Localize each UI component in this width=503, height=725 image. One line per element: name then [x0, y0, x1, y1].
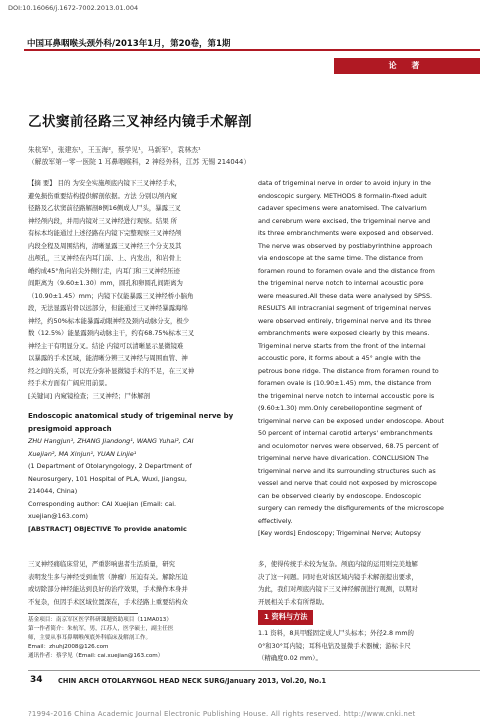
- page-number: 34: [30, 675, 43, 685]
- abstract-line: [Key words] Endoscopy; Trigeminal Nerve; Autopsy: [258, 529, 421, 537]
- journal-header: 中国耳鼻咽喉头颈外科/2013年1月，第20卷，第1期: [27, 39, 231, 49]
- section-1-text: [258, 627, 480, 665]
- abstract-line: trigeminal nerve and its surrounding structures such as: [258, 466, 436, 475]
- footnote-rule: [28, 613, 138, 614]
- english-abstract: [258, 177, 480, 540]
- footnote-line: 师，主要从事耳鼻咽喉颅底外科临床及解剖工作。: [28, 635, 152, 641]
- section-1-heading: 1 资料与方法: [258, 610, 313, 625]
- section-label: 论 著: [334, 58, 480, 74]
- body-line: 不复杂，但因手术区域位置深在，手术径路上重要结构众: [28, 597, 188, 606]
- english-title-line: presigmoid approach: [28, 424, 112, 433]
- english-affiliation-line: (1 Department of Otolaryngology, 2 Department of: [28, 462, 192, 470]
- english-authors-line: ZHU Hangjun¹, ZHANG Jiandong¹, WANG Yuhai², CAI: [28, 437, 194, 445]
- abstract-line: were measured.All these data were analysed by SPSS.: [258, 291, 433, 300]
- footnote-line: 第一作者简介：朱杭军，男，江苏人，医学硕士，副主任医: [28, 626, 174, 632]
- abstract-line: trigeminal nerve can be exposed under endoscope. About: [258, 416, 444, 425]
- corresponding-author-line: xuejian@163.com): [28, 512, 89, 520]
- english-affiliation-line: 214044, China): [28, 487, 78, 495]
- abstract-line: 神经主干有明显分叉。结论 内镜可以清晰显示显微镜难: [28, 341, 184, 350]
- corresponding-author-line: Corresponding author: CAI Xuejian (Email: cai.: [28, 499, 177, 508]
- intro-paragraph-cont: [258, 558, 480, 608]
- abstract-line: 避免损伤重要结构提供解剖依据。方法 分别以颅内窥: [28, 191, 178, 200]
- abstract-line: via endoscope at the same time. The distance from: [258, 254, 424, 262]
- abstract-line: 数（12.5%）能显露颈内动脉主干，约有68.75%标本三叉: [28, 329, 195, 337]
- abstract-line: vessel and nerve that could not exposed by microscope: [258, 479, 437, 487]
- body-line: 为此，我们对颅底内镜下三叉神经解剖进行观测，以期对: [258, 585, 418, 594]
- english-abstract-column: [258, 177, 480, 540]
- abstract-line: and cerebrum were excised, the trigeminal nerve and: [258, 216, 431, 225]
- abstract-line: trigeminal nerve have divarication. CONCLUSION The: [258, 454, 429, 462]
- authors: 朱杭军¹，张建东¹，王玉海²，蔡学见¹，马新军¹，袁林杰¹: [28, 146, 201, 154]
- body-line: 三叉神经痛临床常见，严重影响患者生活质量，研究: [28, 560, 175, 568]
- abstract-line: 神经颅内段，并用内镜对三叉神经进行观察。结果 所: [28, 216, 178, 225]
- article-title: 乙状窦前径路三叉神经内镜手术解剖: [28, 114, 252, 130]
- abstract-line: （10.90±1.45）mm；内镜下仅能暴露三叉神经桥小脑角: [28, 291, 194, 300]
- abstract-line: its three embranchments were exposed and observed.: [258, 229, 434, 237]
- abstract-line: Trigeminal nerve starts from the front of the internal: [258, 341, 426, 350]
- abstract-line: and oculomotor nerves were observed, 68.75 percent of: [258, 441, 439, 450]
- english-authors-line: Xuejian², MA Xinjun¹, YUAN Linjie¹: [28, 449, 137, 458]
- chinese-abstract: [28, 177, 246, 402]
- footnotes: [28, 616, 246, 661]
- intro-paragraph: [28, 558, 246, 608]
- abstract-line: cadaver specimens were anatomised. The calvarium: [258, 204, 427, 212]
- english-title-line: Endoscopic anatomical study of trigeminal nerve by: [28, 412, 234, 420]
- body-line: 1.1 资料，8具甲醛固定成人尸头标本；外径2.8 mm的: [258, 628, 414, 637]
- abstract-line: 以暴露的手术区域，能清晰分辨三叉神经与周围血管、神: [28, 354, 188, 362]
- abstract-line: surgery can remedy the disfigurements of the microscope: [258, 504, 444, 512]
- abstract-line: data of trigeminal nerve in order to avoid injury in the: [258, 179, 431, 187]
- body-line: 开展相关手术有所帮助。: [258, 597, 329, 606]
- abstract-line: 内段全程及周围结构，清晰显露三叉神经三个分支及其: [28, 241, 182, 250]
- abstract-line: (9.60±1.30) mm.Only cerebellopontine segment of: [258, 404, 422, 412]
- body-line: 决了这一问题。同时也对该区域内镜手术解剖提出要求，: [258, 572, 418, 581]
- abstract-line: petrous bone ridge. The distance from foramen round to: [258, 366, 439, 375]
- abstract-line: 有标本均能通过上述径路在内镜下完整观察三叉神经颅: [28, 229, 182, 237]
- abstract-line: endoscopic surgery. METHODS 8 formalin-fixed adult: [258, 191, 427, 200]
- abstract-line: 神经，约50%标本能暴露动眼神经及颈内动脉分支，极少: [28, 316, 190, 325]
- doi-text: DOI:10.16066/j.1672-7002.2013.01.004: [8, 4, 139, 12]
- body-right: [258, 558, 480, 665]
- chinese-abstract-column: [28, 177, 246, 535]
- abstract-line: can be observed clearly by endoscope. Endoscopic: [258, 491, 422, 500]
- abstract-line: effectively.: [258, 516, 293, 525]
- body-left: [28, 558, 246, 608]
- abstract-line: accoustic pore, it forms about a 45° angle with the: [258, 354, 421, 362]
- abstract-line: 【摘 要】 目的 为安全实施颅底内镜下三叉神经手术，: [28, 179, 182, 187]
- affiliation: （解放军第一零一医院 1 耳鼻咽喉科，2 神经外科，江苏 无锡 214044）: [28, 158, 251, 166]
- abstract-line: 嵴约成45°角向岩尖外侧行走，内耳门和三叉神经压迹: [28, 266, 180, 275]
- footnote-line: 通讯作者：蔡学见（Email: cai.xuejian@163.com）: [28, 653, 164, 659]
- copyright-line: ?1994-2016 China Academic Journal Electronic Publishing House. All rights reserved. http://www.cnki.net: [28, 710, 416, 718]
- abstract-line: 出颅孔，三叉神经在内耳门前、上、内发出，和岩骨上: [28, 254, 182, 262]
- abstract-line: 间距离为（9.60±1.30）mm，圆孔和卵圆孔间距离为: [28, 279, 183, 287]
- abstract-line: 径路及乙状窦前径路解剖8例16侧成人尸头，暴露三叉: [28, 204, 181, 212]
- running-footer: CHIN ARCH OTOLARYNGOL HEAD NECK SURG/January 2013, Vol.20, No.1: [58, 677, 327, 685]
- abstract-line: the trigeminal nerve notch to internal acoustic pore: [258, 279, 424, 287]
- abstract-line: the trigeminal nerve notch to internal accoustic pore is: [258, 391, 435, 400]
- body-line: 0°和30°耳内镜；耳科电钻及显微手术器械；游标卡尺: [258, 641, 411, 650]
- abstract-line: RESULTS All intracranial segment of trigeminal nerves: [258, 304, 431, 312]
- abstract-line: 经之间的关系，可以充分弥补显微镜手术的不足，在三叉神: [28, 366, 195, 375]
- abstract-line: 经手术方面有广阔应用前景。: [28, 379, 112, 387]
- english-abstract-start: [ABSTRACT] OBJECTIVE To provide anatomic: [28, 524, 187, 533]
- abstract-line: embranchments were exposed clearly by this means.: [258, 329, 430, 337]
- header-rule: [24, 49, 480, 51]
- footer-rule: [28, 670, 480, 671]
- body-line: （精确度0.02 mm）。: [258, 654, 322, 663]
- abstract-line: foramen ovale is (10.90±1.45) mm, the distance from: [258, 379, 432, 387]
- abstract-line: 段，无法显露岩骨以远部分，但能通过三叉神经暴露海绵: [28, 304, 188, 312]
- body-line: 表明发生多与神经受到血管（肿瘤）压迫有关。解除压迫: [28, 572, 188, 581]
- english-affiliation-line: Neurosurgery, 101 Hospital of PLA, Wuxi, Jiangsu,: [28, 474, 187, 483]
- footnote-lines: [28, 616, 246, 661]
- footnote-line: 基金项目：南京军区医学科研课题资助项目（11MA013）: [28, 617, 172, 623]
- abstract-line: foramen round to foramen ovale and the distance from: [258, 266, 435, 275]
- abstract-line: 50 percent of internal carotid arterys' embranchments: [258, 429, 433, 437]
- abstract-line: [关键词] 内窥镜检查；三叉神经；尸体解剖: [28, 391, 151, 400]
- abstract-line: were observed entirely, trigeminal nerve and its three: [258, 316, 432, 325]
- footnote-line: Email：zhuhj2008@126.com: [28, 644, 109, 650]
- body-line: 或切除部分神经能达到良好的治疗效果，手术操作本身并: [28, 585, 188, 594]
- body-line: 多，使得传统手术较为复杂。颅底内镜的运用则完美地解: [258, 560, 418, 568]
- abstract-line: The nerve was observed by postlabyrinthine approach: [258, 241, 433, 250]
